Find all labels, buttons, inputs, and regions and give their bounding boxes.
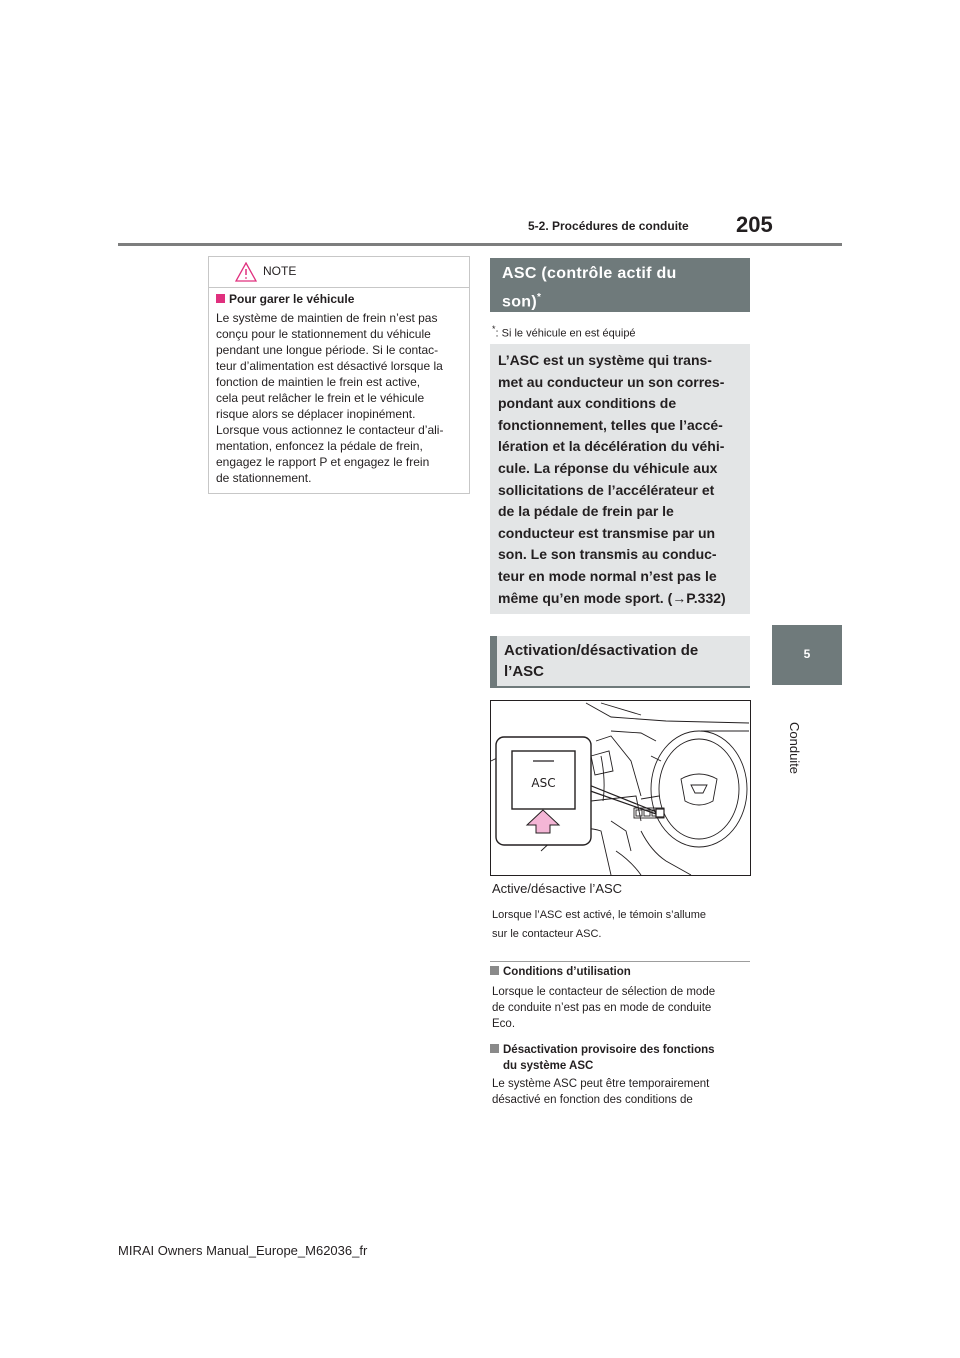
asc-switch-illustration [490, 700, 751, 876]
section-header: 5-2. Procédures de conduite [528, 219, 689, 233]
pink-square-bullet-icon [216, 294, 225, 303]
deactivation-heading-text: Désactivation provisoire des fonctions du système ASC [503, 1044, 715, 1072]
asc-title-line1: ASC (contrôle actif du [502, 265, 677, 282]
activation-heading [490, 636, 750, 688]
conditions-heading-text: Conditions d’utilisation [503, 966, 631, 978]
asc-title-mark: * [536, 292, 542, 303]
subsection-rule [490, 961, 750, 962]
asc-section-title [502, 262, 677, 314]
asc-intro-box [490, 344, 750, 614]
asc-title-line2: son) [502, 293, 537, 311]
illustration-caption: Active/désactive l’ASC [492, 881, 623, 896]
caption-detail: Lorsque l’ASC est activé, le témoin s’allume sur le contacteur ASC. [492, 909, 706, 940]
asc-section-heading [490, 258, 750, 312]
footer-text: MIRAI Owners Manual_Europe_M62036_fr [118, 1243, 368, 1258]
grey-square-bullet-icon [490, 966, 499, 975]
conditions-body: Lorsque le contacteur de sélection de mode de conduite n’est pas en mode de conduite Eco. [492, 986, 716, 1030]
asc-intro-text: L’ASC est un système qui trans- met au conducteur un son corres- pondant aux conditions de fonctionnement, telles que l’accé- lération et la décélération du véhi- cule. La réponse du véhicule aux sollicitations de l’accélérateur et de la pédale de frein par le conducteur est transmise par un son. Le son transmis au conduc- teur en mode normal n’est pas le même qu’en mode sport. (→P.332) [498, 352, 726, 606]
chapter-label: Conduite [787, 722, 802, 775]
grey-square-bullet-icon [490, 1044, 499, 1053]
note-subheading-text: Pour garer le véhicule [229, 292, 355, 306]
asc-button-label: ASC [531, 776, 556, 790]
note-box [208, 256, 470, 494]
header-rule [118, 243, 842, 246]
footnote [492, 324, 636, 340]
activation-heading-bar [490, 636, 497, 688]
deactivation-body: Le système ASC peut être temporairement désactivé en fonction des conditions de [492, 1078, 710, 1106]
activation-title: Activation/désactivation de l’ASC [504, 642, 699, 680]
note-body: Le système de maintien de frein n’est pas conçu pour le stationnement du véhicule pendant une longue période. Si le contac- teur d’alimentation est désactivé lorsque la fonction de maintien le frein est active, cela peut relâcher le frein et le véhicule risque alors se déplacer inopinément. Lorsque vous actionnez le contacteur d’ali- mentation, enfoncez la pédale de frein, engagez le rapport P et engagez le frein de stationnement. [216, 311, 444, 485]
footnote-text: : Si le véhicule en est équipé [495, 327, 636, 340]
chapter-number: 5 [803, 647, 811, 661]
note-subheading [216, 292, 464, 306]
conditions-heading [490, 966, 750, 978]
chapter-tab [772, 625, 842, 685]
note-title: NOTE [263, 264, 297, 278]
note-header [209, 257, 469, 288]
warning-triangle-icon [235, 262, 257, 282]
footnote-mark: * [492, 324, 496, 334]
page-number: 205 [736, 212, 773, 237]
deactivation-heading [490, 1042, 750, 1074]
